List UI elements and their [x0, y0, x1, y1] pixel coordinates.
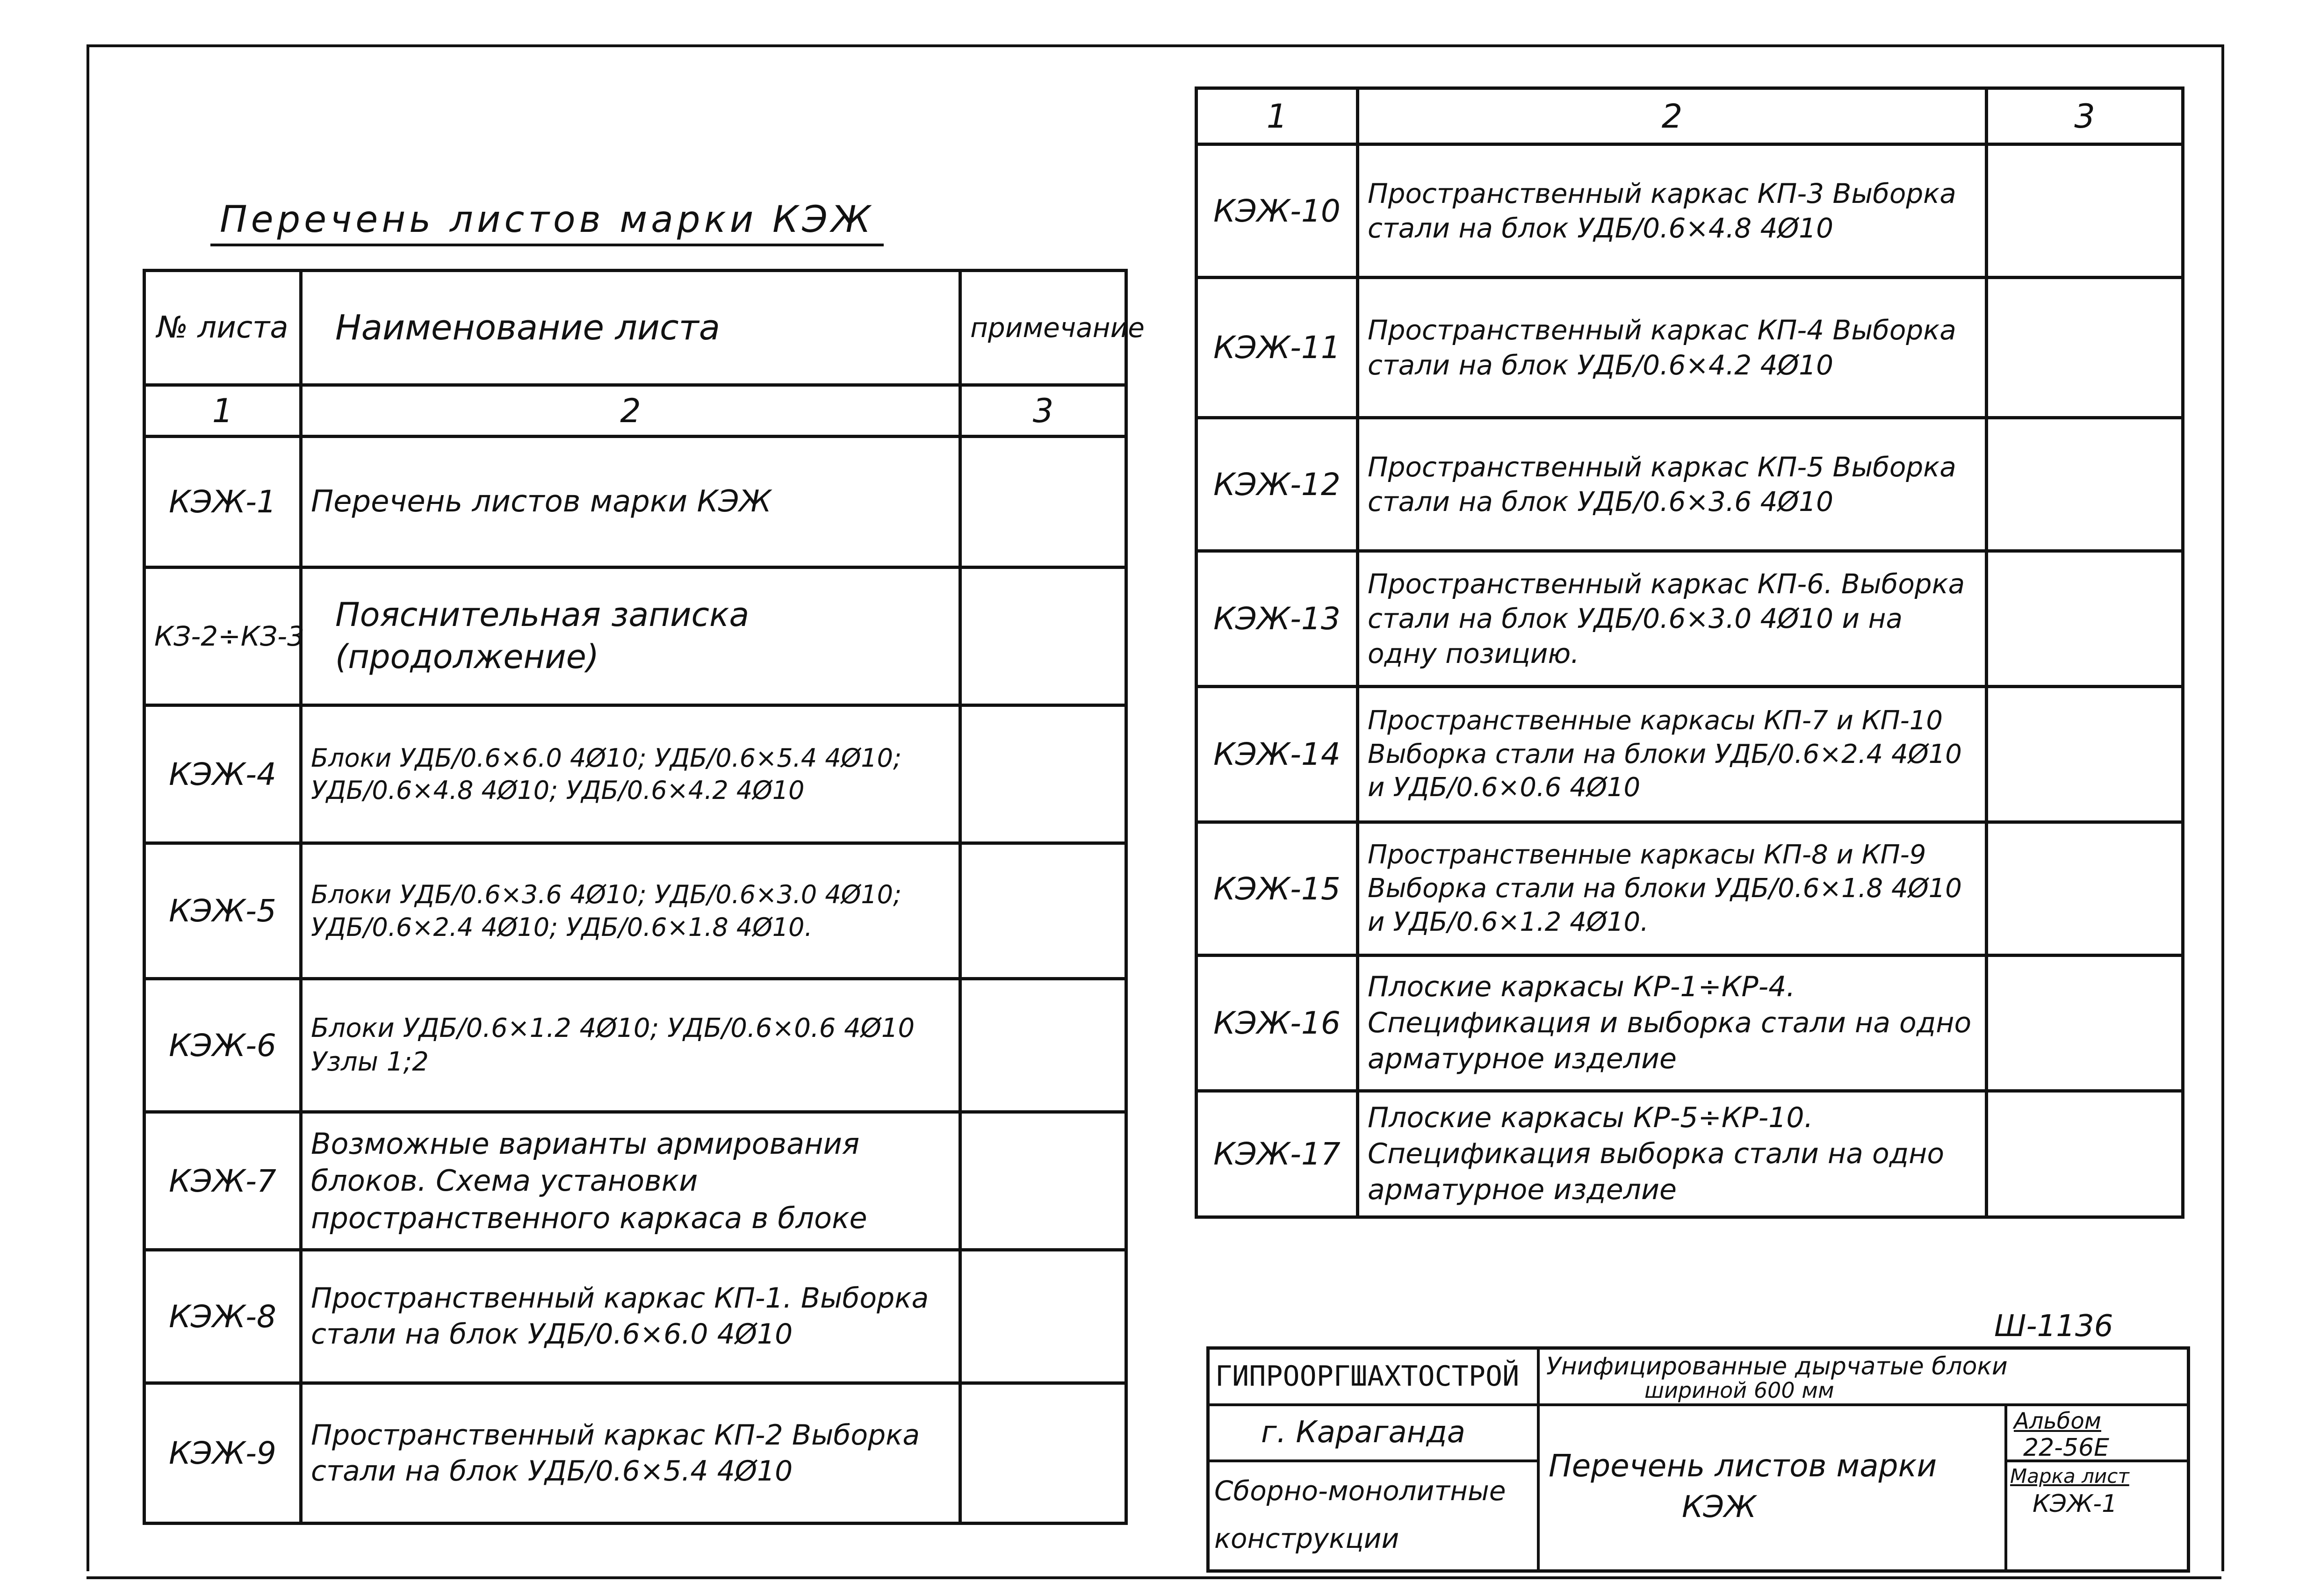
- table-row: [144, 1112, 1126, 1250]
- stamp-category-2: конструкции: [1214, 1523, 1399, 1554]
- row-name: Пространственный каркас КП-1. Выборка стали на блок УДБ/0.6×6.0 4Ø10: [301, 1250, 960, 1383]
- row-code: КЭЖ-15: [1197, 822, 1358, 956]
- table-row: [1197, 418, 2183, 551]
- row-note: [1987, 956, 2183, 1091]
- table-row: [144, 568, 1126, 705]
- row-code: КЭЖ-17: [1197, 1091, 1358, 1217]
- row-name: Пространственные каркасы КП-7 и КП-10 Выборка стали на блоки УДБ/0.6×2.4 4Ø10 и УДБ/0.6×0.6 4Ø10: [1358, 687, 1987, 822]
- stamp-org: ГИПРООРГШАХТОСТРОЙ: [1215, 1360, 1520, 1393]
- row-name: Пространственный каркас КП-4 Выборка стали на блок УДБ/0.6×4.2 4Ø10: [1358, 278, 1987, 418]
- row-name: Блоки УДБ/0.6×6.0 4Ø10; УДБ/0.6×5.4 4Ø10; УДБ/0.6×4.8 4Ø10; УДБ/0.6×4.2 4Ø10: [301, 705, 960, 843]
- row-note: [960, 979, 1126, 1112]
- row-note: [1987, 144, 2183, 278]
- row-note: [1987, 278, 2183, 418]
- header-sheet-no: № листа: [144, 271, 301, 385]
- row-name: Пояснительная записка (продолжение): [301, 568, 960, 705]
- bottom-border-line: [87, 1576, 2221, 1579]
- stamp-mark-value: КЭЖ-1: [2033, 1490, 2118, 1518]
- table-header-row: [144, 271, 1126, 385]
- row-name: Блоки УДБ/0.6×1.2 4Ø10; УДБ/0.6×0.6 4Ø10 Узлы 1;2: [301, 979, 960, 1112]
- table-row: [144, 979, 1126, 1112]
- row-name: Пространственный каркас КП-6. Выборка стали на блок УДБ/0.6×3.0 4Ø10 и на одну позицию.: [1358, 551, 1987, 687]
- header-sheet-name: Наименование листа: [301, 271, 960, 385]
- row-code: КЭЖ-11: [1197, 278, 1358, 418]
- table-row: [1197, 956, 2183, 1091]
- table-row: [144, 705, 1126, 843]
- row-code: КЭЖ-13: [1197, 551, 1358, 687]
- row-name: Пространственный каркас КП-3 Выборка стали на блок УДБ/0.6×4.8 4Ø10: [1358, 144, 1987, 278]
- row-name: Возможные варианты армирования блоков. Схема установки пространственного каркаса в блоке: [301, 1112, 960, 1250]
- table-row: [144, 843, 1126, 979]
- stamp-divider: [1210, 1403, 2187, 1406]
- row-name: Пространственный каркас КП-5 Выборка стали на блок УДБ/0.6×3.6 4Ø10: [1358, 418, 1987, 551]
- stamp-project-1: Унифицированные дырчатые блоки: [1546, 1352, 2008, 1380]
- column-number-2: 2: [301, 385, 960, 437]
- row-name: Плоские каркасы КР-1÷КР-4. Спецификация и выборка стали на одно арматурное изделие: [1358, 956, 1987, 1091]
- sheet-code: Ш-1136: [1994, 1309, 2113, 1344]
- column-number-1: 1: [144, 385, 301, 437]
- row-name: Пространственные каркасы КП-8 и КП-9 Выборка стали на блоки УДБ/0.6×1.8 4Ø10 и УДБ/0.6×1.2 4Ø10.: [1358, 822, 1987, 956]
- stamp-album-value: 22-56Е: [2023, 1434, 2109, 1462]
- column-number-3: 3: [960, 385, 1126, 437]
- stamp-album-label: Альбом: [2014, 1408, 2101, 1434]
- sheet-list-table-left: [143, 269, 1145, 1525]
- row-code: КЭЖ-9: [144, 1383, 301, 1524]
- table-row: [1197, 1091, 2183, 1217]
- row-code: КЗ-2÷КЗ-3: [144, 568, 301, 705]
- stamp-divider: [2004, 1403, 2007, 1569]
- stamp-sheet-title-2: КЭЖ: [1682, 1490, 1757, 1524]
- row-code: КЭЖ-1: [144, 437, 301, 568]
- stamp-sheet-title-1: Перечень листов марки: [1549, 1448, 1937, 1484]
- column-number-row: [1197, 88, 2183, 144]
- row-note: [960, 568, 1126, 705]
- table-row: [144, 1383, 1126, 1524]
- row-note: [960, 1383, 1126, 1524]
- column-number-2: 2: [1358, 88, 1987, 144]
- row-note: [960, 437, 1126, 568]
- column-number-1: 1: [1197, 88, 1358, 144]
- table-row: [144, 437, 1126, 568]
- row-code: КЭЖ-4: [144, 705, 301, 843]
- column-number-row: [144, 385, 1126, 437]
- row-code: КЭЖ-6: [144, 979, 301, 1112]
- stamp-divider: [1210, 1459, 1537, 1462]
- row-name: Плоские каркасы КР-5÷КР-10. Спецификация выборка стали на одно арматурное изделие: [1358, 1091, 1987, 1217]
- stamp-category-1: Сборно-монолитные: [1214, 1475, 1506, 1507]
- row-note: [1987, 551, 2183, 687]
- row-note: [960, 843, 1126, 979]
- sheet-list-title: Перечень листов марки КЭЖ: [210, 199, 884, 246]
- row-code: КЭЖ-16: [1197, 956, 1358, 1091]
- table-row: [1197, 551, 2183, 687]
- row-code: КЭЖ-10: [1197, 144, 1358, 278]
- row-code: КЭЖ-7: [144, 1112, 301, 1250]
- row-name: Блоки УДБ/0.6×3.6 4Ø10; УДБ/0.6×3.0 4Ø10; УДБ/0.6×2.4 4Ø10; УДБ/0.6×1.8 4Ø10.: [301, 843, 960, 979]
- row-note: [960, 1112, 1126, 1250]
- stamp-city: г. Караганда: [1261, 1415, 1465, 1450]
- table-row: [1197, 144, 2183, 278]
- table-row: [1197, 278, 2183, 418]
- row-note: [960, 1250, 1126, 1383]
- row-code: КЭЖ-14: [1197, 687, 1358, 822]
- row-code: КЭЖ-5: [144, 843, 301, 979]
- row-note: [1987, 1091, 2183, 1217]
- table-row: [1197, 822, 2183, 956]
- row-note: [1987, 418, 2183, 551]
- table-row: [1197, 687, 2183, 822]
- row-note: [960, 705, 1126, 843]
- table-row: [144, 1250, 1126, 1383]
- row-name: Пространственный каркас КП-2 Выборка стали на блок УДБ/0.6×5.4 4Ø10: [301, 1383, 960, 1524]
- stamp-mark-label: Марка лист: [2010, 1465, 2129, 1488]
- row-note: [1987, 822, 2183, 956]
- stamp-project-2: шириной 600 мм: [1644, 1378, 1834, 1403]
- row-code: КЭЖ-8: [144, 1250, 301, 1383]
- column-number-3: 3: [1987, 88, 2183, 144]
- sheet-list-table-right: [1195, 86, 2184, 1219]
- row-name: Перечень листов марки КЭЖ: [301, 437, 960, 568]
- title-block: [1206, 1346, 2190, 1573]
- header-note: примечание: [960, 271, 1126, 385]
- stamp-divider: [1537, 1350, 1540, 1569]
- row-code: КЭЖ-12: [1197, 418, 1358, 551]
- row-note: [1987, 687, 2183, 822]
